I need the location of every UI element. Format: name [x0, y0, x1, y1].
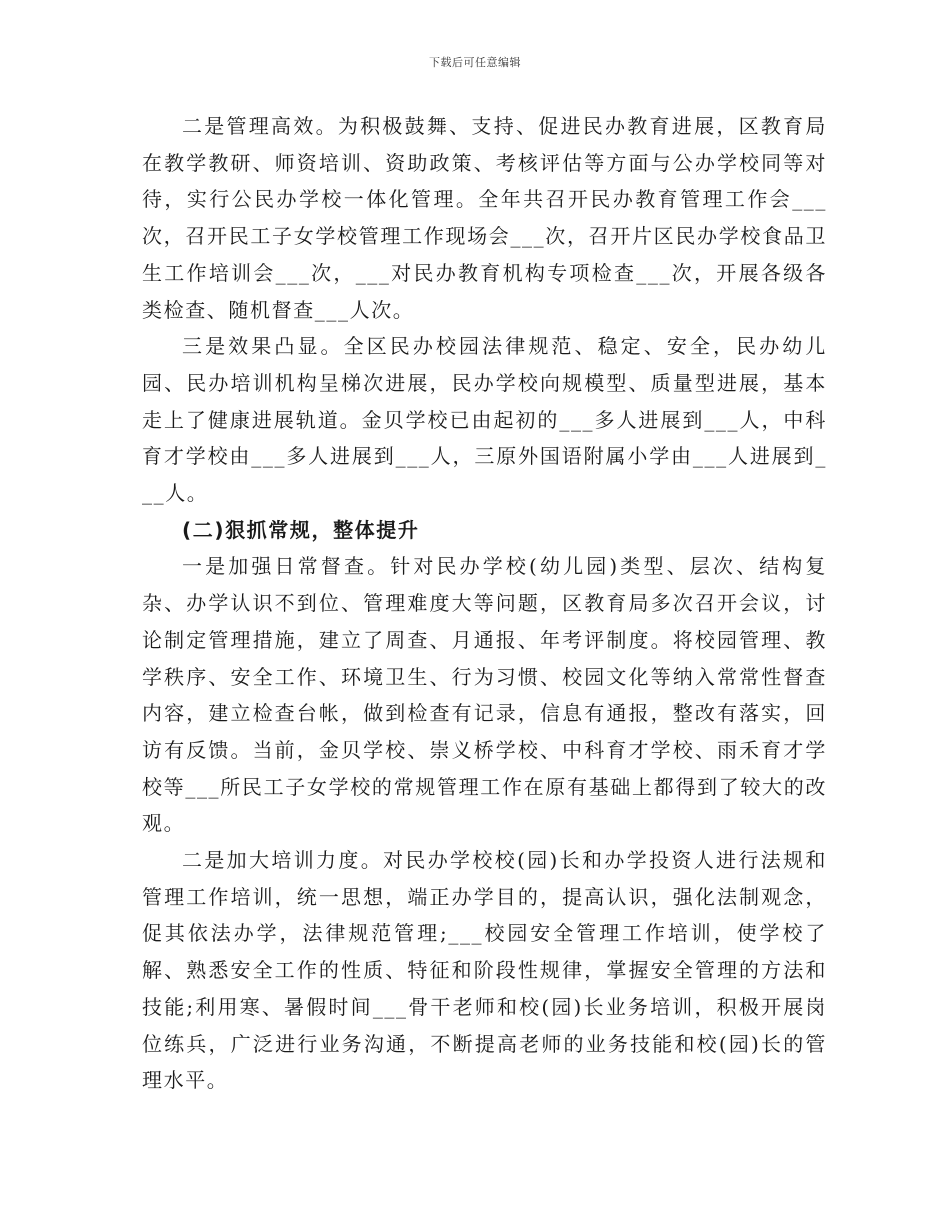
- document-body: [142, 108, 827, 1099]
- paragraph-results-evident: 三是效果凸显。全区民办校园法律规范、稳定、安全，民办幼儿园、民办培训机构呈梯次进展，民办学校向规模型、质量型进展，基本走上了健康进展轨道。金贝学校已由起初的___多人进展到___人，中科育才学校由___多人进展到___人，三原外国语附属小学由___人进展到___人。: [142, 334, 827, 506]
- paragraph-training: 二是加大培训力度。对民办学校校(园)长和办学投资人进行法规和管理工作培训，统一思想，端正办学目的，提高认识，强化法制观念，促其依法办学，法律规范管理;___校园安全管理工作培训，使学校了解、熟悉安全工作的性质、特征和阶段性规律，掌握安全管理的方法和技能;利用寒、暑假时间___骨干老师和校(园)长业务培训，积极开展岗位练兵，广泛进行业务沟通，不断提高老师的业务技能和校(园)长的管理水平。: [142, 848, 827, 1093]
- paragraph-daily-supervision: 一是加强日常督查。针对民办学校(幼儿园)类型、层次、结构复杂、办学认识不到位、管理难度大等问题，区教育局多次召开会议，讨论制定管理措施，建立了周查、月通报、年考评制度。将校园管理、教学秩序、安全工作、环境卫生、行为习惯、校园文化等纳入常常性督查内容，建立检查台帐，做到检查有记录，信息有通报，整改有落实，回访有反馈。当前，金贝学校、崇义桥学校、中科育才学校、雨禾育才学校等___所民工子女学校的常规管理工作在原有基础上都得到了较大的改观。: [142, 554, 827, 836]
- paragraph-management-efficiency: 二是管理高效。为积极鼓舞、支持、促进民办教育进展，区教育局在教学教研、师资培训、资助政策、考核评估等方面与公办学校同等对待，实行公民办学校一体化管理。全年共召开民办教育管理工作会___次，召开民工子女学校管理工作现场会___次，召开片区民办学校食品卫生工作培训会___次，___对民办教育机构专项检查___次，开展各级各类检查、随机督查___人次。: [142, 114, 827, 322]
- section-heading: (二)狠抓常规，整体提升: [182, 517, 420, 542]
- page-header: 下载后可任意编辑: [429, 56, 521, 69]
